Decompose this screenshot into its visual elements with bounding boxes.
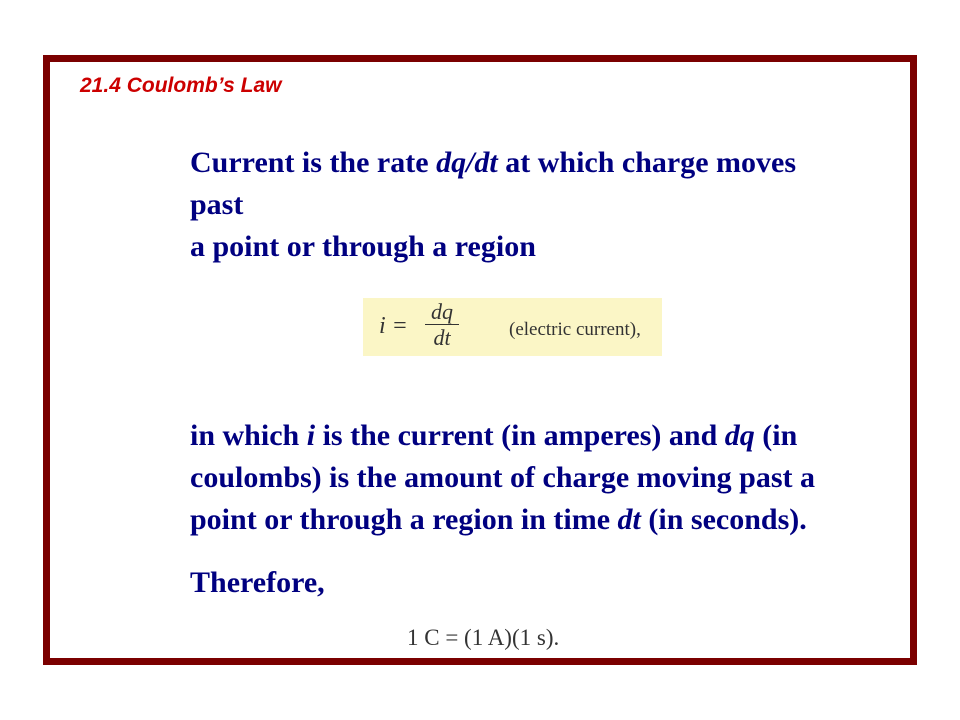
variables-explanation-text: in which i is the current (in amperes) and dq (in coulombs) is the amount of charge moving past a point or through a region in time dt (in seconds). xyxy=(190,419,816,536)
equation-note: (electric current), xyxy=(509,319,641,340)
current-definition-text: Current is the rate dq/dt at which charge moves past a point or through a region xyxy=(190,146,797,263)
current-equation xyxy=(363,298,662,356)
unit-equation: 1 C = (1 A)(1 s). xyxy=(407,625,560,650)
fraction-denominator: dt xyxy=(433,325,451,350)
slide-title: 21.4 Coulomb’s Law xyxy=(80,74,282,97)
therefore-text: Therefore, xyxy=(190,566,325,599)
fraction-numerator: dq xyxy=(425,300,459,325)
equation-fraction xyxy=(425,300,459,351)
equation-lhs: i = xyxy=(379,313,408,339)
slide-frame xyxy=(43,55,917,665)
